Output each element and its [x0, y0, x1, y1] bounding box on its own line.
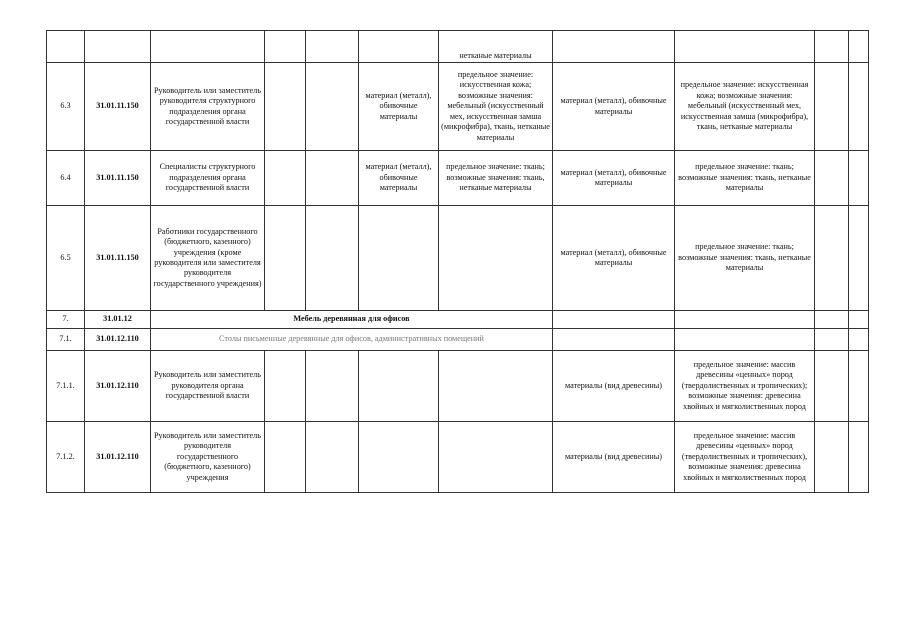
characteristic-cell [359, 351, 439, 422]
table-cell [265, 31, 306, 63]
characteristic-cell: материалы (вид древесины) [553, 351, 675, 422]
table-cell [849, 422, 869, 493]
characteristic-cell: материал (металл), обивочные материалы [359, 151, 439, 206]
characteristic-cell [359, 31, 439, 63]
table-cell [265, 351, 306, 422]
table-cell [265, 63, 306, 151]
row-number: 6.3 [47, 63, 85, 151]
characteristic-cell: материал (металл), обивочные материалы [553, 206, 675, 311]
table-row [47, 351, 869, 422]
value-cell: нетканые материалы [439, 31, 553, 63]
table-cell [849, 31, 869, 63]
value-cell: предельное значение: ткань; возможные значения: ткань, нетканые материалы [675, 206, 815, 311]
subsection-row [47, 329, 869, 351]
value-cell [675, 31, 815, 63]
okpd-code: 31.01.11.150 [85, 206, 151, 311]
row-number [47, 31, 85, 63]
characteristic-cell [359, 206, 439, 311]
okpd-code: 31.01.12.110 [85, 351, 151, 422]
table-cell [849, 311, 869, 329]
table-cell [306, 63, 359, 151]
table-cell [675, 311, 815, 329]
table-cell [675, 329, 815, 351]
value-cell: предельное значение: массив древесины «ценных» пород (твердолиственных и тропических), возможные значения: древесина хвойных и мягколиственных пород [675, 422, 815, 493]
value-cell [439, 206, 553, 311]
characteristic-cell: материал (металл), обивочные материалы [553, 151, 675, 206]
table-cell [306, 351, 359, 422]
table-cell [815, 206, 849, 311]
position-cell: Руководитель или заместитель руководителя структурного подразделения органа государственной власти [151, 63, 265, 151]
characteristic-cell: материал (металл), обивочные материалы [553, 63, 675, 151]
position-cell: Специалисты структурного подразделения органа государственной власти [151, 151, 265, 206]
section-title: Мебель деревянная для офисов [151, 311, 553, 329]
value-cell [439, 422, 553, 493]
table-cell [849, 206, 869, 311]
table-row [47, 151, 869, 206]
table-cell [849, 151, 869, 206]
position-cell: Работники государственного (бюджетного, казенного) учреждения (кроме руководителя или заместителя руководителя государственного учреждения) [151, 206, 265, 311]
row-number: 6.5 [47, 206, 85, 311]
value-cell: предельное значение: ткань; возможные значения: ткань, нетканые материалы [439, 151, 553, 206]
row-number: 7.1.1. [47, 351, 85, 422]
row-number: 6.4 [47, 151, 85, 206]
characteristic-cell: материал (металл), обивочные материалы [359, 63, 439, 151]
okpd-code: 31.01.12.110 [85, 422, 151, 493]
row-number: 7.1.2. [47, 422, 85, 493]
table-cell [849, 351, 869, 422]
table-cell [265, 151, 306, 206]
value-cell: предельное значение: искусственная кожа; возможные значения: мебельный (искусственный мех, искусственная замша (микрофибра), ткань, нетканые материалы [675, 63, 815, 151]
table-cell [815, 63, 849, 151]
characteristic-cell: материалы (вид древесины) [553, 422, 675, 493]
table-cell [815, 151, 849, 206]
table-cell [553, 329, 675, 351]
value-cell: предельное значение: массив древесины «ценных» пород (твердолиственных и тропических); возможные значения: древесина хвойных и мягколиственных пород [675, 351, 815, 422]
table-cell [265, 422, 306, 493]
okpd-code: 31.01.11.150 [85, 151, 151, 206]
okpd-code: 31.01.12 [85, 311, 151, 329]
table-cell [265, 206, 306, 311]
okpd-code: 31.01.12.110 [85, 329, 151, 351]
table-cell [815, 311, 849, 329]
section-row [47, 311, 869, 329]
table-cell [849, 329, 869, 351]
value-cell: предельное значение: ткань; возможные значения: ткань, нетканые материалы [675, 151, 815, 206]
table-row [47, 422, 869, 493]
row-number: 7.1. [47, 329, 85, 351]
table-cell [815, 329, 849, 351]
table-cell [306, 31, 359, 63]
value-cell [439, 351, 553, 422]
requirements-table [46, 30, 869, 493]
table-row [47, 63, 869, 151]
position-cell: Руководитель или заместитель руководителя государственного (бюджетного, казенного) учреждения [151, 422, 265, 493]
table-cell [553, 311, 675, 329]
okpd-code: 31.01.11.150 [85, 63, 151, 151]
characteristic-cell [359, 422, 439, 493]
table-cell [306, 151, 359, 206]
table-cell [849, 63, 869, 151]
okpd-code [85, 31, 151, 63]
row-number: 7. [47, 311, 85, 329]
position-cell: Руководитель или заместитель руководителя органа государственной власти [151, 351, 265, 422]
table-row [47, 206, 869, 311]
table-row [47, 31, 869, 63]
table-cell [306, 422, 359, 493]
table-cell [815, 351, 849, 422]
value-cell: предельное значение: искусственная кожа; возможные значения: мебельный (искусственный мех, искусственная замша (микрофибра), ткань, нетканые материалы [439, 63, 553, 151]
position-cell [151, 31, 265, 63]
table-cell [815, 31, 849, 63]
characteristic-cell [553, 31, 675, 63]
table-cell [815, 422, 849, 493]
subsection-title: Столы письменные деревянные для офисов, административных помещений [151, 329, 553, 351]
table-cell [306, 206, 359, 311]
